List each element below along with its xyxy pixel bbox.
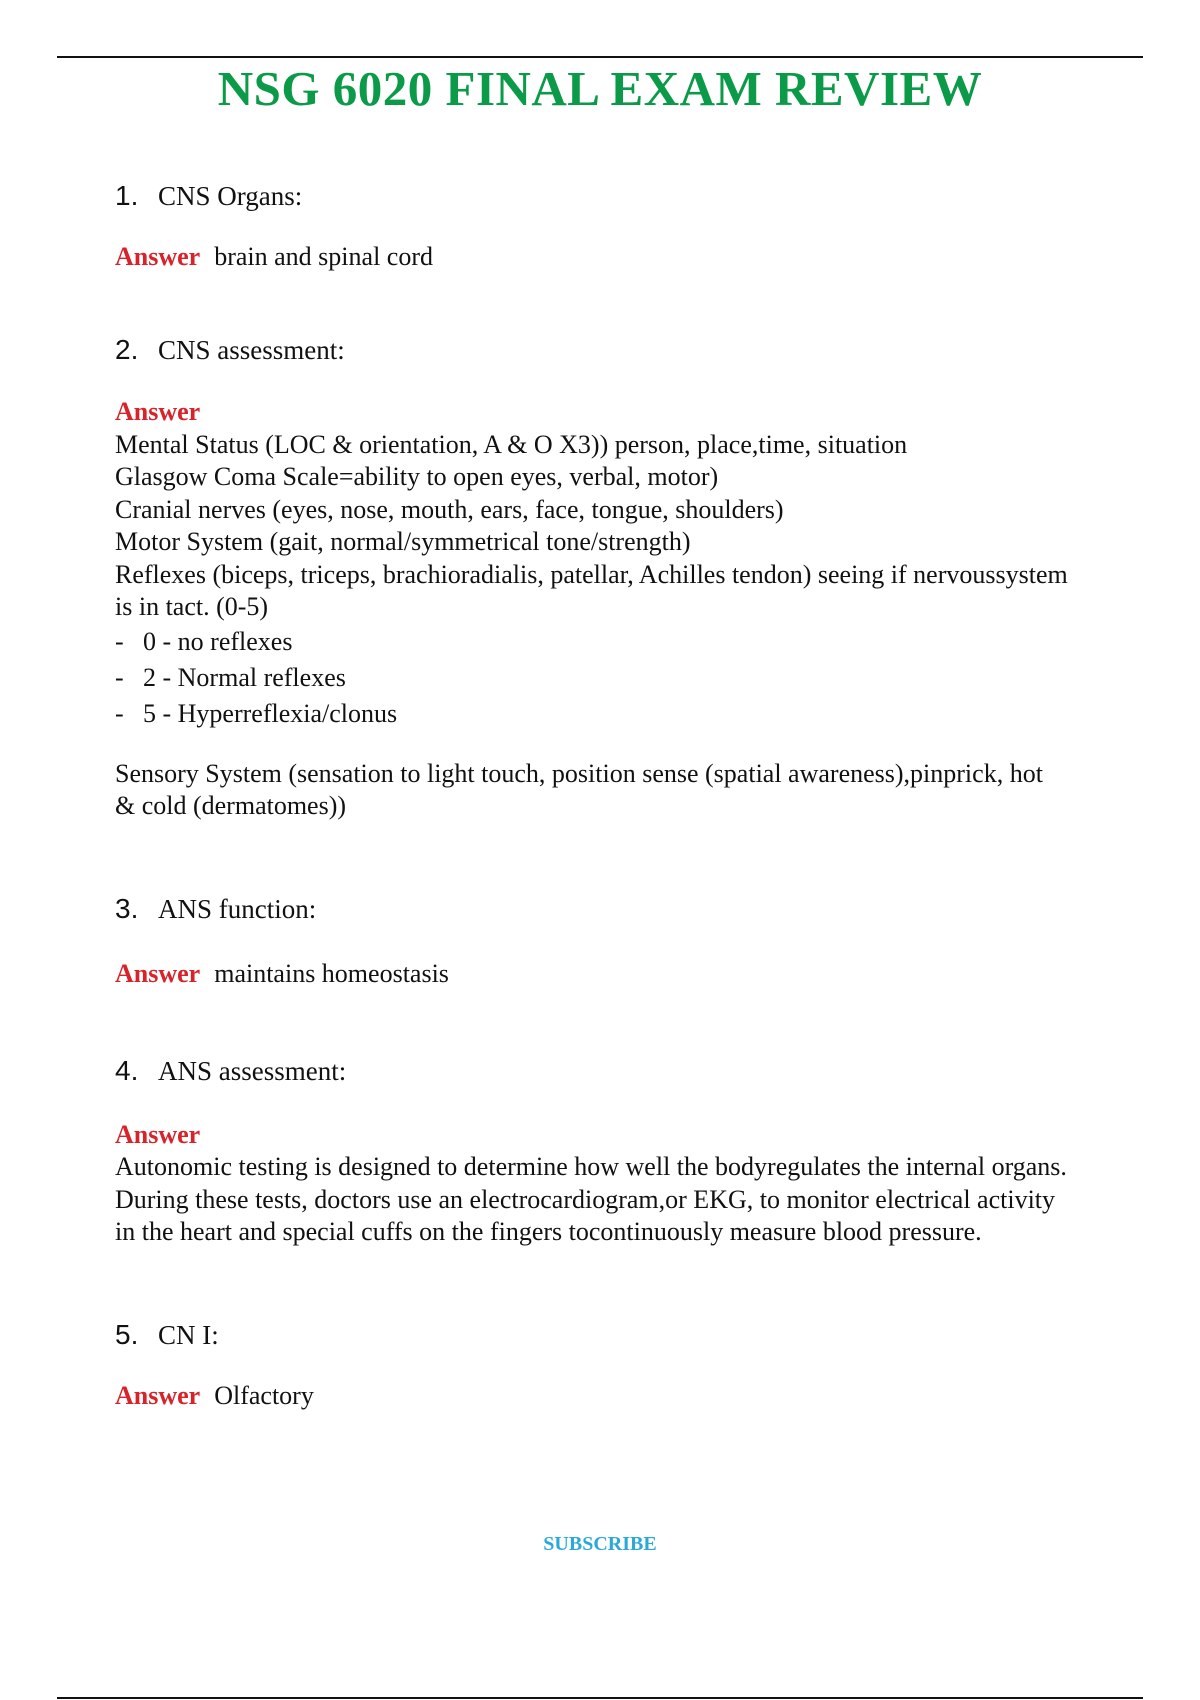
list-item: - 2 - Normal reflexes	[115, 662, 346, 692]
answer-1	[115, 242, 1125, 272]
answer-line: Mental Status (LOC & orientation, A & O X3)) person, place,time, situation	[115, 429, 908, 459]
answer-label: Answer	[115, 1119, 201, 1149]
question-number: 1.	[115, 180, 139, 211]
answer-line: Autonomic testing is designed to determine how well the bodyregulates the internal organs.	[115, 1152, 1067, 1181]
question-text: ANS function:	[158, 893, 317, 924]
question-number: 4.	[115, 1054, 139, 1086]
question-number: 3.	[115, 892, 139, 924]
answer-line: During these tests, doctors use an electrocardiogram,or EKG, to monitor electrical activity	[115, 1184, 1056, 1214]
answer-line: Sensory System (sensation to light touch, position sense (spatial awareness),pinprick, hot	[115, 758, 1043, 788]
answer-text: brain and spinal cord	[214, 242, 433, 271]
document-body	[115, 180, 1125, 1411]
list-item: - 5 - Hyperreflexia/clonus	[115, 698, 398, 728]
answer-2	[115, 396, 1125, 823]
answer-line: in the heart and special cuffs on the fingers tocontinuously measure blood pressure.	[115, 1217, 982, 1246]
question-2	[115, 334, 1125, 366]
question-text: CNS assessment:	[158, 335, 345, 365]
page-title: NSG 6020 FINAL EXAM REVIEW	[217, 61, 983, 116]
answer-label: Answer	[115, 242, 201, 271]
answer-5	[115, 1381, 1125, 1411]
list-item: - 0 - no reflexes	[115, 626, 293, 656]
answer-line: Motor System (gait, normal/symmetrical tone/strength)	[115, 527, 691, 556]
answer-line: Cranial nerves (eyes, nose, mouth, ears, face, tongue, shoulders)	[115, 494, 784, 524]
answer-label: Answer	[115, 1380, 201, 1410]
answer-3	[115, 959, 1125, 989]
answer-text: maintains homeostasis	[214, 958, 449, 988]
answer-label: Answer	[115, 397, 201, 426]
question-1	[115, 180, 1125, 212]
question-text: ANS assessment:	[158, 1055, 347, 1086]
answer-line: Glasgow Coma Scale=ability to open eyes, verbal, motor)	[115, 462, 719, 491]
subscribe-link[interactable]: SUBSCRIBE	[543, 1533, 657, 1555]
answer-text: Olfactory	[214, 1380, 314, 1410]
answer-line: & cold (dermatomes))	[115, 791, 347, 820]
bottom-rule	[57, 1697, 1143, 1699]
question-text: CN I:	[158, 1319, 219, 1350]
answer-line: is in tact. (0-5)	[115, 592, 269, 621]
answer-label: Answer	[115, 958, 201, 988]
question-text: CNS Organs:	[158, 181, 303, 211]
question-number: 5.	[115, 1318, 139, 1350]
top-rule	[57, 56, 1143, 58]
question-number: 2.	[115, 334, 139, 365]
answer-4	[115, 1119, 1125, 1249]
question-3	[115, 893, 1125, 925]
question-5	[115, 1319, 1125, 1351]
answer-line: Reflexes (biceps, triceps, brachioradialis, patellar, Achilles tendon) seeing if nervoussystem	[115, 559, 1068, 589]
question-4	[115, 1055, 1125, 1087]
